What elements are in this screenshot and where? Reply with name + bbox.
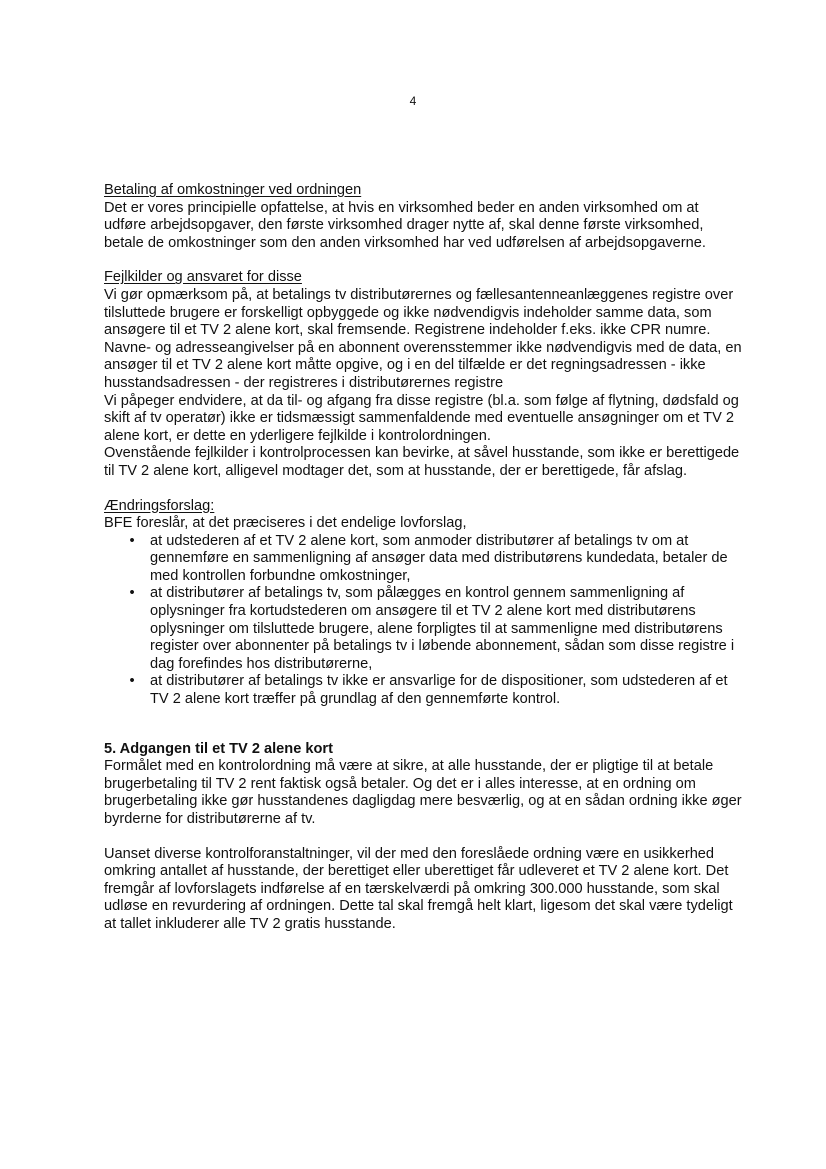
- paragraph-aendringsforslag-intro: BFE foreslår, at det præciseres i det endelige lovforslag,: [104, 515, 467, 532]
- paragraph-fejlkilder-2: Vi påpeger endvidere, at da til- og afgang fra disse registre (bl.a. som følge af flytning, dødsfald og skift af tv operatør) ikke er tidsmæssigt sammenfaldende med eventuelle ansøgninger om et TV 2 alene kort, er dette en yderligere fejlkilde i kontrolordningen.: [104, 392, 739, 444]
- list-item: [104, 533, 742, 586]
- list-item: [104, 585, 742, 673]
- paragraph-fejlkilder-1: Vi gør opmærksom på, at betalings tv distributørernes og fællesantenneanlæggenes registre over tilsluttede brugere er forskelligt opbyggede og ikke nødvendigvis indeholder samme data, som ansøgere til et TV 2 alene kort, skal fremsende. Registrene indeholder f.eks. ikke CPR numre. Navne- og adresseangivelser på en abonnent overensstemmer ikke nødvendigvis med de data, en ansøger til et TV 2 alene kort måtte opgive, og i en del tilfælde er det regningsadressen - ikke husstandsadressen - der registreres i distributørernes registre: [104, 286, 742, 391]
- paragraph-fejlkilder-3: Ovenstående fejlkilder i kontrolprocessen kan bevirke, at såvel husstande, som ikke er berettigede til TV 2 alene kort, alligevel modtager det, som at husstande, der er berettigede, får afslag.: [104, 445, 740, 479]
- section-aendringsforslag: [104, 498, 742, 709]
- section-heading-adgangen: 5. Adgangen til et TV 2 alene kort: [104, 740, 333, 757]
- section-heading-aendringsforslag: Ændringsforslag:: [104, 497, 215, 514]
- paragraph-adgangen-1: Formålet med en kontrolordning må være at sikre, at alle husstande, der er pligtige til at betale brugerbetaling til TV 2 rent faktisk også betaler. Og det er i alles interesse, at en ordning om brugerbetaling ikke gør husstandenes dagligdag mere besværlig, og at en sådan ordning ikke øger byrderne for distributørerne af tv.: [104, 758, 742, 827]
- bullet-list: [104, 533, 742, 709]
- section-betaling: [104, 182, 742, 252]
- bullet-icon: •: [129, 532, 135, 549]
- list-item-text: at distributører af betalings tv, som pålægges en kontrol gennem sammenligning af oplysninger fra kortudstederen om ansøgere til et TV 2 alene kort med distributørens oplysninger om tilsluttede brugere, alene forpligtes til at sammenligne med distributørens register over abonnenter på betalings tv i løbende abonnement, sådan som disse registre i dag forefindes hos distributørerne,: [150, 585, 735, 672]
- paragraph-betaling: Det er vores principielle opfattelse, at hvis en virksomhed beder en anden virksomhed om at udføre arbejdsopgaver, den første virksomhed drager nytte af, skal denne første virksomhed, betale de omkostninger som den anden virksomhed har ved udførelsen af arbejdsopgaverne.: [104, 199, 706, 251]
- list-item-text: at udstederen af et TV 2 alene kort, som anmoder distributører af betalings tv om at gennemføre en sammenligning af ansøger data med distributørens kundedata, betaler de med kontrollen forbundne omkostninger,: [150, 532, 728, 584]
- section-fejlkilder: [104, 269, 742, 480]
- paragraph-adgangen-2: Uanset diverse kontrolforanstaltninger, vil der med den foreslåede ordning være en usikkerhed omkring antallet af husstande, der berettiget eller uberettiget får udleveret et TV 2 alene kort. Det fremgår af lovforslagets indførelse af en tærskelværdi på omkring 300.000 husstande, som skal udløse en revurdering af ordningen. Dette tal skal fremgå helt klart, ligesom det skal være tydeligt at tallet inkluderer alle TV 2 gratis husstande.: [104, 845, 733, 932]
- document-body: [104, 182, 742, 934]
- bullet-icon: •: [129, 585, 135, 602]
- list-item-text: at distributører af betalings tv ikke er ansvarlige for de dispositioner, som udstederen af et TV 2 alene kort træffer på grundlag af den gennemførte kontrol.: [150, 673, 728, 708]
- section-adgangen: [104, 741, 742, 934]
- bullet-icon: •: [129, 673, 135, 690]
- section-heading-betaling: Betaling af omkostninger ved ordningen: [104, 182, 362, 198]
- list-item: [104, 673, 742, 708]
- section-heading-fejlkilder: Fejlkilder og ansvaret for disse: [104, 269, 302, 286]
- page-number: 4: [409, 94, 417, 108]
